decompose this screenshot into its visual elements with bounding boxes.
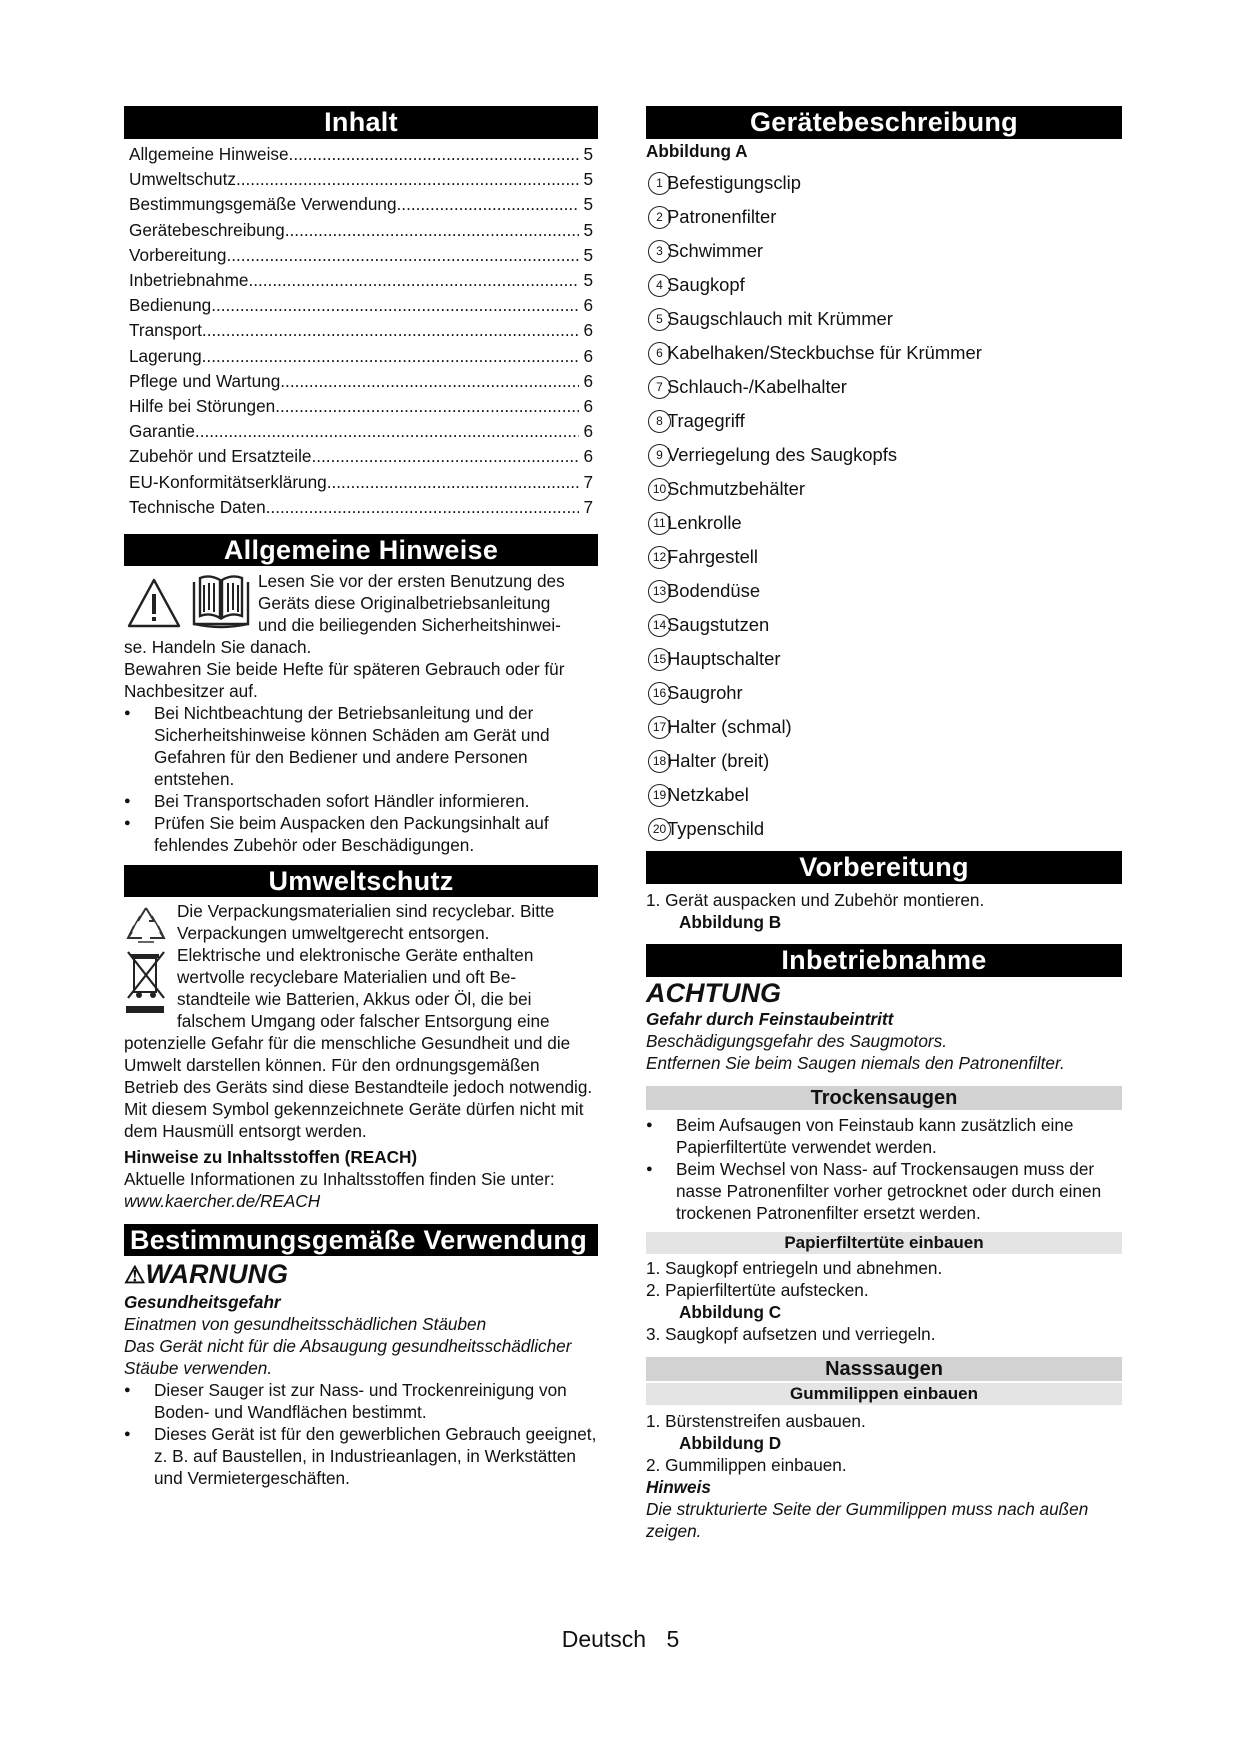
warning-triangle-icon: ⚠ — [124, 1262, 146, 1290]
toc-leader-dots — [280, 369, 579, 394]
toc-entry-label: Pflege und Wartung — [129, 370, 281, 391]
weee-text — [124, 944, 598, 1032]
general-intro-cont: se. Handeln Sie danach. — [124, 637, 312, 658]
general-bullet: ● Prüfen Sie beim Auspacken den Packungsinhalt auf fehlendes Zubehör oder Beschädigungen. — [124, 812, 598, 856]
toc-entry[interactable] — [129, 293, 593, 318]
reach-text — [124, 1168, 598, 1212]
bag-step: 3. Saugkopf aufsetzen und verriegeln. — [646, 1324, 936, 1344]
part-item — [646, 234, 1122, 268]
toc-leader-dots — [311, 444, 579, 469]
part-item — [646, 302, 1122, 336]
part-number-badge: 17 — [648, 716, 671, 739]
caution-danger: Gefahr durch Feinstaubeintritt — [646, 1009, 894, 1029]
weee-line: falschem Umgang oder falscher Entsorgung eine — [177, 1011, 550, 1032]
general-intro — [124, 570, 598, 636]
part-item — [646, 472, 1122, 506]
toc-entry[interactable] — [129, 369, 593, 394]
toc-entry-label: Lagerung — [129, 345, 202, 366]
general-bullet: ● Bei Transportschaden sofort Händler informieren. — [124, 790, 598, 812]
weee-line: Elektrische und elektronische Geräte enthalten — [177, 945, 534, 966]
toc-entry-page: 6 — [583, 396, 593, 417]
dry-bullet: ● Beim Wechsel von Nass- auf Trockensaugen muss der nasse Patronenfilter vorher getrocknet oder durch einen trockenen Patronenfilter ersetzt werden. — [646, 1158, 1122, 1224]
toc-leader-dots — [285, 218, 580, 243]
toc-entry-page: 6 — [583, 446, 593, 467]
caution-consequence: Beschädigungsgefahr des Saugmotors. — [646, 1031, 947, 1051]
lips-step: 2. Gummilippen einbauen. — [646, 1455, 847, 1475]
use-bullet: ● Dieser Sauger ist zur Nass- und Trockenreinigung von Boden- und Wandflächen bestimmt. — [124, 1379, 598, 1423]
toc-entry-page: 6 — [583, 421, 593, 442]
toc-entry-label: Umweltschutz — [129, 169, 236, 190]
part-item — [646, 540, 1122, 574]
part-item — [646, 608, 1122, 642]
part-number-badge: 18 — [648, 750, 671, 773]
footer-language: Deutsch — [561, 1626, 647, 1652]
table-of-contents — [124, 139, 598, 520]
toc-entry[interactable] — [129, 142, 593, 167]
part-number-badge: 8 — [648, 410, 671, 433]
toc-leader-dots — [211, 293, 579, 318]
toc-leader-dots — [327, 470, 580, 495]
toc-leader-dots — [397, 192, 580, 217]
part-item — [646, 812, 1122, 846]
part-label: Tragegriff — [667, 410, 745, 431]
recycling-icon — [124, 904, 168, 948]
figure-a-label: Abbildung A — [646, 141, 748, 161]
warning-triangle-icon — [126, 576, 182, 632]
part-item — [646, 710, 1122, 744]
toc-entry-label: Bestimmungsgemäße Verwendung — [129, 194, 397, 215]
toc-entry-page: 5 — [583, 219, 593, 240]
startup-heading: Inbetriebnahme — [646, 944, 1122, 977]
part-label: Halter (schmal) — [667, 716, 792, 737]
toc-entry[interactable] — [129, 419, 593, 444]
part-label: Lenkrolle — [667, 512, 742, 533]
toc-entry-page: 5 — [583, 194, 593, 215]
general-para: Bewahren Sie beide Hefte für späteren Gebrauch oder für Nachbesitzer auf. — [124, 659, 565, 702]
part-number-badge: 15 — [648, 648, 671, 671]
manual-book-icon — [190, 572, 252, 632]
toc-entry-page: 6 — [583, 320, 593, 341]
part-label: Bodendüse — [667, 580, 761, 601]
toc-leader-dots — [266, 495, 580, 520]
weee-line: wertvolle recyclebare Materialien und oft Be- — [177, 967, 517, 988]
note-text: Die strukturierte Seite der Gummilippen muss nach außen zeigen. — [646, 1499, 1089, 1541]
part-item — [646, 778, 1122, 812]
part-item — [646, 438, 1122, 472]
toc-entry[interactable] — [129, 444, 593, 469]
toc-entry-label: Allgemeine Hinweise — [129, 144, 289, 164]
dry-bullet: ● Beim Aufsaugen von Feinstaub kann zusätzlich eine Papierfiltertüte verwendet werden. — [646, 1114, 1122, 1158]
bag-step: 2. Papierfiltertüte aufstecken. — [646, 1280, 869, 1300]
toc-leader-dots — [275, 394, 579, 419]
warning-label — [124, 1259, 598, 1291]
caution-label: ACHTUNG — [646, 978, 781, 1008]
part-label: Saugkopf — [667, 274, 745, 295]
toc-entry-page: 5 — [583, 169, 593, 190]
part-label: Hauptschalter — [667, 648, 781, 669]
part-label: Typenschild — [667, 818, 765, 839]
part-number-badge: 13 — [648, 580, 671, 603]
toc-entry-page: 7 — [583, 496, 593, 517]
use-bullet: ● Dieses Gerät ist für den gewerblichen Gebrauch geeignet, z. B. auf Baustellen, in Industrieanlagen, in Werkstätten und Vermietergeschäften. — [124, 1423, 598, 1489]
part-item — [646, 336, 1122, 370]
toc-entry[interactable] — [129, 218, 593, 243]
part-label: Befestigungsclip — [667, 172, 801, 193]
toc-heading: Inhalt — [124, 106, 598, 139]
page-footer — [0, 1626, 1241, 1653]
part-number-badge: 20 — [648, 818, 671, 841]
toc-entry-label: Zubehör und Ersatzteile — [129, 446, 312, 467]
part-number-badge: 11 — [648, 512, 671, 535]
part-label: Saugrohr — [667, 682, 743, 703]
part-label: Kabelhaken/Steckbuchse für Krümmer — [667, 342, 982, 363]
figure-c-label: Abbildung C — [679, 1302, 782, 1322]
part-number-badge: 19 — [648, 784, 671, 807]
toc-leader-dots — [236, 167, 579, 192]
reach-text-span: Aktuelle Informationen zu Inhaltsstoffen finden Sie unter: — [124, 1169, 555, 1190]
prep-step: 1. Gerät auspacken und Zubehör montieren. — [646, 890, 985, 910]
preparation-heading: Vorbereitung — [646, 851, 1122, 884]
part-number-badge: 1 — [648, 172, 671, 195]
part-item — [646, 574, 1122, 608]
reach-link[interactable]: www.kaercher.de/REACH — [124, 1191, 321, 1212]
part-item — [646, 268, 1122, 302]
toc-leader-dots — [289, 142, 580, 167]
toc-entry-label: Garantie — [129, 421, 195, 442]
part-item — [646, 404, 1122, 438]
toc-leader-dots — [248, 268, 579, 293]
toc-entry-page: 6 — [583, 370, 593, 391]
dry-heading: Trockensaugen — [646, 1086, 1122, 1110]
description-heading: Gerätebeschreibung — [646, 106, 1122, 139]
bag-heading: Papierfiltertüte einbauen — [646, 1232, 1122, 1254]
toc-entry-label: Technische Daten — [129, 496, 266, 517]
toc-leader-dots — [202, 344, 580, 369]
toc-entry[interactable] — [129, 167, 593, 192]
part-item — [646, 200, 1122, 234]
part-number-badge: 7 — [648, 376, 671, 399]
part-item — [646, 642, 1122, 676]
part-number-badge: 2 — [648, 206, 671, 229]
lips-step: 1. Bürstenstreifen ausbauen. — [646, 1411, 866, 1431]
parts-list — [646, 166, 1122, 846]
toc-entry[interactable] — [129, 268, 593, 293]
part-label: Netzkabel — [667, 784, 749, 805]
toc-entry[interactable] — [129, 243, 593, 268]
intro-line: und die beiliegenden Sicherheitshinwei- — [258, 615, 561, 636]
general-bullet: ● Bei Nichtbeachtung der Betriebsanleitung und der Sicherheitshinweise können Schäden am Gerät und Gefahren für den Bediener und andere Personen entstehen. — [124, 702, 598, 790]
recycle-text: Die Verpackungsmaterialien sind recyclebar. Bitte Verpackungen umweltgerecht entsorgen. — [177, 901, 555, 944]
part-number-badge: 16 — [648, 682, 671, 705]
right-column — [646, 106, 1122, 1542]
toc-entry-label: Hilfe bei Störungen — [129, 396, 276, 417]
left-column — [124, 106, 598, 1489]
part-label: Schlauch-/Kabelhalter — [667, 376, 847, 397]
toc-entry-label: Transport — [129, 320, 202, 341]
part-number-badge: 9 — [648, 444, 671, 467]
environment-heading: Umweltschutz — [124, 865, 598, 897]
toc-leader-dots — [202, 318, 580, 343]
toc-leader-dots — [195, 419, 580, 444]
part-number-badge: 3 — [648, 240, 671, 263]
part-item — [646, 506, 1122, 540]
warning-cause: Einatmen von gesundheitsschädlichen Stäuben — [124, 1314, 487, 1335]
weee-line: standteile wie Batterien, Akkus oder Öl, die bei — [177, 989, 532, 1010]
toc-entry-page: 6 — [583, 295, 593, 316]
toc-entry[interactable] — [129, 344, 593, 369]
part-number-badge: 14 — [648, 614, 671, 637]
general-intro-text — [258, 570, 565, 636]
caution-measure: Entfernen Sie beim Saugen niemals den Patronenfilter. — [646, 1053, 1065, 1073]
crossed-bin-icon — [124, 950, 168, 1016]
footer-page-number: 5 — [666, 1626, 680, 1652]
toc-leader-dots — [226, 243, 579, 268]
toc-entry-label: EU-Konformitätserklärung — [129, 471, 327, 492]
part-number-badge: 12 — [648, 546, 671, 569]
toc-entry-page: 5 — [583, 244, 593, 265]
part-label: Halter (breit) — [667, 750, 770, 771]
figure-d-label: Abbildung D — [679, 1433, 782, 1453]
part-item — [646, 370, 1122, 404]
toc-entry-label: Inbetriebnahme — [129, 270, 249, 291]
toc-entry-page: 7 — [583, 471, 593, 492]
part-item — [646, 744, 1122, 778]
toc-entry[interactable] — [129, 495, 593, 520]
part-label: Verriegelung des Saugkopfs — [667, 444, 898, 465]
note-label: Hinweis — [646, 1477, 711, 1497]
toc-entry[interactable] — [129, 394, 593, 419]
part-label: Saugschlauch mit Krümmer — [667, 308, 893, 329]
toc-entry-label: Vorbereitung — [129, 244, 227, 265]
weee-cont: potenzielle Gefahr für die menschliche Gesundheit und die Umwelt darstellen können. Für den ordnungsgemäßen Betrieb des Geräts sind diese Bestandteile jedoch notwendig. Mit diesem Symbol gekennzeichnete Geräte dürfen nicht mit dem Hausmüll entsorgt werden. — [124, 1033, 593, 1142]
part-item — [646, 166, 1122, 200]
general-icons — [124, 570, 258, 636]
toc-entry-page: 5 — [583, 270, 593, 291]
warning-measure: Das Gerät nicht für die Absaugung gesundheitsschädlicher Stäube verwenden. — [124, 1336, 572, 1379]
reach-heading: Hinweise zu Inhaltsstoffen (REACH) — [124, 1147, 418, 1168]
toc-entry-page: 6 — [583, 345, 593, 366]
general-heading: Allgemeine Hinweise — [124, 534, 598, 566]
part-number-badge: 10 — [648, 478, 671, 501]
part-number-badge: 5 — [648, 308, 671, 331]
lips-heading: Gummilippen einbauen — [646, 1383, 1122, 1405]
toc-entry-label: Bedienung — [129, 295, 212, 316]
intro-line: Lesen Sie vor der ersten Benutzung des — [258, 571, 565, 592]
part-label: Patronenfilter — [667, 206, 777, 227]
figure-b-label: Abbildung B — [679, 912, 782, 932]
toc-entry[interactable] — [129, 318, 593, 343]
bag-step: 1. Saugkopf entriegeln und abnehmen. — [646, 1258, 943, 1278]
toc-entry-label: Gerätebeschreibung — [129, 219, 285, 240]
part-label: Schmutzbehälter — [667, 478, 806, 499]
warning-danger: Gesundheitsgefahr — [124, 1292, 281, 1313]
part-number-badge: 4 — [648, 274, 671, 297]
part-number-badge: 6 — [648, 342, 671, 365]
wet-heading: Nasssaugen — [646, 1357, 1122, 1381]
environment-block — [124, 900, 598, 1032]
toc-entry[interactable] — [129, 192, 593, 217]
part-label: Saugstutzen — [667, 614, 770, 635]
part-label: Fahrgestell — [667, 546, 758, 567]
warning-label-text: WARNUNG — [145, 1259, 289, 1290]
intro-line: Geräts diese Originalbetriebsanleitung — [258, 593, 551, 614]
toc-entry[interactable] — [129, 470, 593, 495]
part-label: Schwimmer — [667, 240, 764, 261]
intended-use-heading: Bestimmungsgemäße Verwendung — [124, 1224, 598, 1256]
toc-entry-page: 5 — [583, 144, 593, 164]
part-item — [646, 676, 1122, 710]
